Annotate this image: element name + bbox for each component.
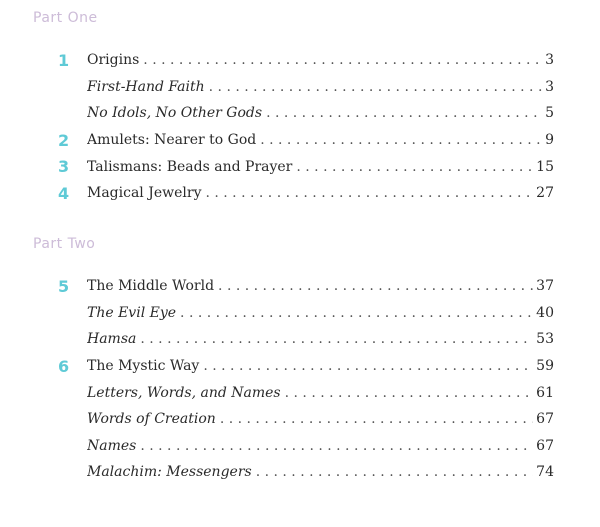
- part-one-heading: Part One: [33, 10, 98, 26]
- dot-leader: [220, 409, 554, 429]
- toc-entry-text: [87, 183, 554, 203]
- section-title: Malachim: Messengers: [87, 464, 252, 481]
- page-number: 9: [542, 130, 554, 150]
- chapter-title: Origins: [87, 52, 140, 69]
- chapter-number: 2: [58, 130, 70, 150]
- dot-leader: [218, 276, 554, 296]
- toc-subentry[interactable]: [0, 433, 600, 460]
- toc-entry-text: [87, 462, 554, 482]
- section-title: The Evil Eye: [87, 304, 177, 321]
- section-title: No Idols, No Other Gods: [87, 105, 263, 122]
- toc-chapter-entry[interactable]: [0, 180, 600, 207]
- toc-chapter-entry[interactable]: [0, 47, 600, 74]
- dot-leader: [140, 329, 554, 349]
- dot-leader: [260, 130, 554, 150]
- toc-subentry[interactable]: [0, 459, 600, 486]
- page-number: 40: [533, 303, 554, 323]
- toc-subentry[interactable]: [0, 379, 600, 406]
- section-title: Words of Creation: [87, 411, 216, 428]
- toc-subentry[interactable]: [0, 300, 600, 327]
- page-number: 67: [533, 436, 554, 456]
- section-title: Hamsa: [87, 331, 137, 348]
- dot-leader: [203, 356, 554, 376]
- toc-entry-text: [87, 157, 554, 177]
- dot-leader: [143, 50, 554, 70]
- chapter-title: Magical Jewelry: [87, 185, 202, 202]
- dot-leader: [205, 183, 554, 203]
- part-two-heading: Part Two: [33, 236, 96, 252]
- chapter-number: 5: [58, 276, 70, 296]
- toc-subentry[interactable]: [0, 326, 600, 353]
- chapter-number: 6: [58, 356, 70, 376]
- chapter-title: The Mystic Way: [87, 358, 200, 375]
- toc-entry-text: [87, 77, 554, 97]
- page-number: 53: [533, 329, 554, 349]
- toc-chapter-entry[interactable]: [0, 273, 600, 300]
- page-number: 3: [542, 50, 554, 70]
- toc-subentry[interactable]: [0, 406, 600, 433]
- dot-leader: [180, 303, 554, 323]
- section-title: Names: [87, 437, 137, 454]
- toc-subentry[interactable]: [0, 100, 600, 127]
- page-number: 67: [533, 409, 554, 429]
- chapter-number: 3: [58, 157, 70, 177]
- chapter-number: 4: [58, 183, 70, 203]
- toc-chapter-entry[interactable]: [0, 153, 600, 180]
- section-title: Letters, Words, and Names: [87, 384, 281, 401]
- dot-leader: [266, 103, 554, 123]
- page-number: 3: [542, 77, 554, 97]
- page-number: 74: [533, 462, 554, 482]
- page-number: 37: [533, 276, 554, 296]
- toc-entry-text: [87, 409, 554, 429]
- toc-chapter-entry[interactable]: [0, 353, 600, 380]
- toc-entry-text: [87, 356, 554, 376]
- toc-part-two-list: [0, 273, 600, 486]
- dot-leader: [209, 77, 554, 97]
- toc-entry-text: [87, 276, 554, 296]
- toc-entry-text: [87, 383, 554, 403]
- page-number: 61: [533, 383, 554, 403]
- toc-entry-text: [87, 436, 554, 456]
- dot-leader: [256, 462, 554, 482]
- toc-part-one-list: [0, 47, 600, 207]
- chapter-title: The Middle World: [87, 278, 215, 295]
- toc-entry-text: [87, 103, 554, 123]
- chapter-number: 1: [58, 50, 70, 70]
- page-number: 5: [542, 103, 554, 123]
- toc-entry-text: [87, 329, 554, 349]
- dot-leader: [296, 157, 554, 177]
- dot-leader: [140, 436, 554, 456]
- toc-subentry[interactable]: [0, 74, 600, 101]
- toc-chapter-entry[interactable]: [0, 127, 600, 154]
- page-number: 15: [533, 157, 554, 177]
- page-number: 27: [533, 183, 554, 203]
- toc-entry-text: [87, 303, 554, 323]
- page-number: 59: [533, 356, 554, 376]
- dot-leader: [285, 383, 554, 403]
- toc-entry-text: [87, 50, 554, 70]
- chapter-title: Amulets: Nearer to God: [87, 132, 257, 149]
- toc-entry-text: [87, 130, 554, 150]
- section-title: First-Hand Faith: [87, 78, 205, 95]
- chapter-title: Talismans: Beads and Prayer: [87, 158, 293, 175]
